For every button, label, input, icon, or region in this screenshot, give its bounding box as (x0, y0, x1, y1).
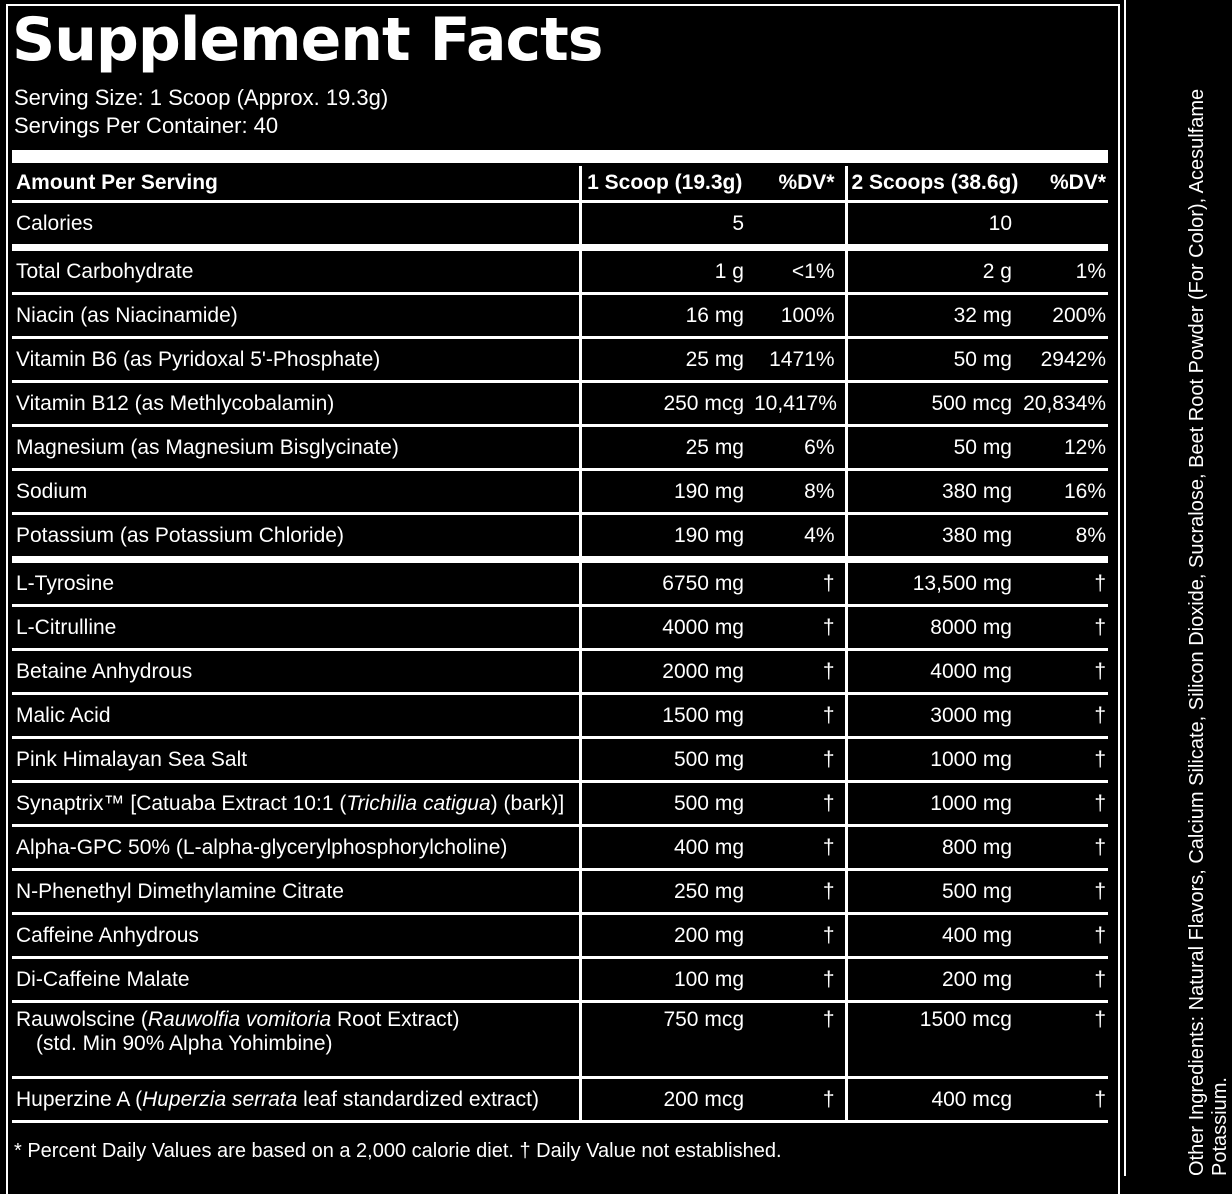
amount-one-scoop: 250 mcg (580, 382, 750, 426)
ingredient-name (12, 294, 580, 338)
amount-one-scoop: 190 mg (580, 470, 750, 514)
dv-one-scoop: <1% (750, 248, 846, 294)
table-row (12, 248, 1108, 294)
table-row (12, 1078, 1108, 1122)
amount-two-scoops: 10 (846, 202, 1018, 248)
dv-two-scoops: 16% (1018, 470, 1108, 514)
dv-one-scoop: † (750, 606, 846, 650)
amount-one-scoop: 6750 mg (580, 560, 750, 606)
ingredient-name (12, 870, 580, 914)
header-amount-per-serving: Amount Per Serving (12, 166, 580, 202)
amount-one-scoop: 16 mg (580, 294, 750, 338)
header-dv-one: %DV* (750, 166, 846, 202)
facts-table (12, 166, 1108, 1123)
ingredient-name (12, 738, 580, 782)
dv-one-scoop (750, 202, 846, 248)
dv-two-scoops: 200% (1018, 294, 1108, 338)
other-ingredients: Other Ingredients: Natural Flavors, Calcium Silicate, Silicon Dioxide, Sucralose, Beet Root Powder (For Color), Acesulfame Potassium. (1186, 88, 1231, 1176)
ingredient-botanical-name: Huperzia serrata (142, 1087, 298, 1111)
ingredient-name-text: Malic Acid (16, 703, 111, 727)
table-row (12, 1002, 1108, 1078)
dv-one-scoop: † (750, 826, 846, 870)
ingredient-name (12, 560, 580, 606)
table-row (12, 470, 1108, 514)
table-row (12, 870, 1108, 914)
ingredient-name-text: Vitamin B12 (as Methlycobalamin) (16, 391, 335, 415)
amount-two-scoops: 8000 mg (846, 606, 1018, 650)
dv-two-scoops: † (1018, 560, 1108, 606)
table-row (12, 914, 1108, 958)
amount-two-scoops: 400 mg (846, 914, 1018, 958)
table-row (12, 202, 1108, 248)
ingredient-name (12, 958, 580, 1002)
amount-two-scoops: 380 mg (846, 470, 1018, 514)
ingredient-name (12, 470, 580, 514)
ingredient-name-text: Potassium (as Potassium Chloride) (16, 523, 344, 547)
header-two-scoops: 2 Scoops (38.6g) (846, 166, 1018, 202)
ingredient-name-text: Di-Caffeine Malate (16, 967, 190, 991)
ingredient-name-text: Pink Himalayan Sea Salt (16, 747, 248, 771)
ingredient-name-text: Root Extract) (331, 1008, 460, 1031)
table-row (12, 782, 1108, 826)
dv-two-scoops: 8% (1018, 514, 1108, 560)
table-row (12, 560, 1108, 606)
ingredient-name (12, 202, 580, 248)
ingredient-name-text: Vitamin B6 (as Pyridoxal 5'-Phosphate) (16, 347, 381, 371)
amount-one-scoop: 1500 mg (580, 694, 750, 738)
ingredient-name (12, 1078, 580, 1122)
amount-one-scoop: 1 g (580, 248, 750, 294)
amount-two-scoops: 1000 mg (846, 738, 1018, 782)
ingredient-name (12, 1002, 580, 1078)
table-row (12, 382, 1108, 426)
dv-two-scoops: † (1018, 694, 1108, 738)
amount-one-scoop: 500 mg (580, 738, 750, 782)
dv-two-scoops: 2942% (1018, 338, 1108, 382)
ingredient-name (12, 782, 580, 826)
ingredient-name-detail: (std. Min 90% Alpha Yohimbine) (36, 1032, 333, 1055)
dv-one-scoop: 6% (750, 426, 846, 470)
amount-two-scoops: 500 mg (846, 870, 1018, 914)
amount-two-scoops: 4000 mg (846, 650, 1018, 694)
amount-one-scoop: 100 mg (580, 958, 750, 1002)
table-row (12, 826, 1108, 870)
ingredient-name (12, 826, 580, 870)
dv-one-scoop: † (750, 738, 846, 782)
ingredient-name (12, 338, 580, 382)
ingredient-name-text: Niacin (as Niacinamide) (16, 303, 238, 327)
amount-one-scoop: 5 (580, 202, 750, 248)
ingredient-name-text: Alpha-GPC 50% (L-alpha-glycerylphosphorylcholine) (16, 835, 508, 859)
dv-one-scoop: 10,417% (750, 382, 846, 426)
table-row (12, 294, 1108, 338)
dv-one-scoop: † (750, 914, 846, 958)
dv-two-scoops: † (1018, 870, 1108, 914)
table-row (12, 426, 1108, 470)
table-row (12, 694, 1108, 738)
ingredient-name-text: Betaine Anhydrous (16, 659, 193, 683)
ingredient-botanical-name: Trichilia catigua (346, 791, 491, 815)
amount-two-scoops: 1500 mcg (846, 1002, 1018, 1078)
amount-one-scoop: 200 mg (580, 914, 750, 958)
amount-two-scoops: 380 mg (846, 514, 1018, 560)
ingredient-name-text: Rauwolscine ( (16, 1008, 148, 1031)
ingredient-name (12, 650, 580, 694)
ingredient-name (12, 914, 580, 958)
dv-two-scoops: † (1018, 958, 1108, 1002)
ingredient-name-text: L-Citrulline (16, 615, 117, 639)
ingredient-name-text: Total Carbohydrate (16, 259, 194, 283)
thick-divider (12, 150, 1108, 163)
table-header-row (12, 166, 1108, 202)
dv-two-scoops: † (1018, 650, 1108, 694)
ingredient-name-text: N-Phenethyl Dimethylamine Citrate (16, 879, 344, 903)
dv-two-scoops: † (1018, 826, 1108, 870)
table-row (12, 958, 1108, 1002)
ingredient-name-text: Caffeine Anhydrous (16, 923, 199, 947)
dv-one-scoop: † (750, 782, 846, 826)
serving-size: Serving Size: 1 Scoop (Approx. 19.3g) (14, 85, 389, 110)
ingredient-name-text: Calories (16, 211, 94, 235)
dv-one-scoop: † (750, 694, 846, 738)
dv-one-scoop: 4% (750, 514, 846, 560)
amount-two-scoops: 200 mg (846, 958, 1018, 1002)
dv-one-scoop: † (750, 560, 846, 606)
amount-two-scoops: 2 g (846, 248, 1018, 294)
dv-one-scoop: † (750, 1078, 846, 1122)
dv-two-scoops: † (1018, 782, 1108, 826)
ingredient-botanical-name: Rauwolfia vomitoria (147, 1008, 332, 1031)
amount-one-scoop: 25 mg (580, 426, 750, 470)
amount-two-scoops: 3000 mg (846, 694, 1018, 738)
dv-one-scoop: † (750, 650, 846, 694)
ingredient-name-text: Sodium (16, 479, 88, 503)
ingredient-name-text: ) (bark)] (490, 791, 565, 815)
header-dv-two: %DV* (1018, 166, 1108, 202)
dv-two-scoops: 20,834% (1018, 382, 1108, 426)
dv-one-scoop: † (750, 1002, 846, 1078)
amount-two-scoops: 500 mcg (846, 382, 1018, 426)
dv-two-scoops: † (1018, 606, 1108, 650)
ingredient-name-text: Huperzine A ( (16, 1087, 143, 1111)
ingredient-name (12, 382, 580, 426)
ingredient-name-text: Magnesium (as Magnesium Bisglycinate) (16, 435, 399, 459)
dv-two-scoops: 12% (1018, 426, 1108, 470)
amount-two-scoops: 400 mcg (846, 1078, 1018, 1122)
amount-one-scoop: 2000 mg (580, 650, 750, 694)
dv-one-scoop: † (750, 958, 846, 1002)
servings-per-container: Servings Per Container: 40 (14, 113, 279, 138)
footnote: * Percent Daily Values are based on a 2,000 calorie diet. † Daily Value not established. (14, 1140, 782, 1162)
header-one-scoop: 1 Scoop (19.3g) (580, 166, 750, 202)
dv-one-scoop: 100% (750, 294, 846, 338)
ingredient-name-text: Synaptrix™ [Catuaba Extract 10:1 ( (16, 791, 347, 815)
dv-two-scoops (1018, 202, 1108, 248)
dv-one-scoop: † (750, 870, 846, 914)
ingredient-name (12, 606, 580, 650)
dv-two-scoops: † (1018, 1002, 1108, 1078)
ingredient-name-text: leaf standardized extract) (297, 1087, 539, 1111)
amount-one-scoop: 750 mcg (580, 1002, 750, 1078)
amount-one-scoop: 250 mg (580, 870, 750, 914)
table-row (12, 650, 1108, 694)
ingredient-name (12, 514, 580, 560)
amount-one-scoop: 25 mg (580, 338, 750, 382)
amount-two-scoops: 50 mg (846, 338, 1018, 382)
table-row (12, 606, 1108, 650)
amount-one-scoop: 400 mg (580, 826, 750, 870)
dv-two-scoops: † (1018, 914, 1108, 958)
table-row (12, 738, 1108, 782)
dv-two-scoops: 1% (1018, 248, 1108, 294)
dv-two-scoops: † (1018, 1078, 1108, 1122)
ingredient-name (12, 694, 580, 738)
dv-two-scoops: † (1018, 738, 1108, 782)
amount-one-scoop: 500 mg (580, 782, 750, 826)
dv-one-scoop: 8% (750, 470, 846, 514)
ingredient-name (12, 248, 580, 294)
ingredient-name (12, 426, 580, 470)
amount-two-scoops: 13,500 mg (846, 560, 1018, 606)
table-row (12, 338, 1108, 382)
ingredient-name-text: L-Tyrosine (16, 571, 115, 595)
amount-one-scoop: 190 mg (580, 514, 750, 560)
amount-two-scoops: 800 mg (846, 826, 1018, 870)
dv-one-scoop: 1471% (750, 338, 846, 382)
amount-one-scoop: 200 mcg (580, 1078, 750, 1122)
panel-title: Supplement Facts (12, 5, 603, 75)
amount-one-scoop: 4000 mg (580, 606, 750, 650)
amount-two-scoops: 32 mg (846, 294, 1018, 338)
amount-two-scoops: 1000 mg (846, 782, 1018, 826)
table-row (12, 514, 1108, 560)
amount-two-scoops: 50 mg (846, 426, 1018, 470)
